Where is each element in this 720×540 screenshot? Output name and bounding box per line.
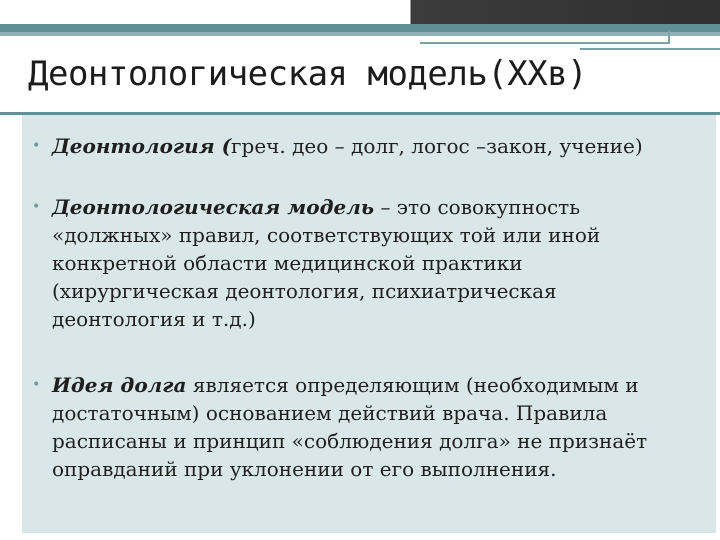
decorative-line-2: [580, 48, 720, 50]
header-dark-band: [0, 0, 720, 24]
bullet-body: – это совокупность «должных» правил, соответствующих той или иной конкретной области медицинской практики (хирургическая деонтология, психиатрическая деонтология и т.д.): [52, 195, 601, 331]
decorative-line: [420, 42, 670, 44]
bullet-text: [52, 193, 682, 333]
bullet-text: [52, 371, 682, 483]
bullet-term: Деонтология (: [52, 134, 232, 158]
bullet-item-2: [22, 193, 682, 333]
bullet-item-3: [22, 371, 682, 483]
header-teal-light-band: [0, 32, 720, 36]
bullet-dot: •: [32, 199, 41, 215]
bullet-body: греч. део – долг, логос –закон, учение): [231, 134, 643, 158]
bullet-dot: •: [32, 377, 41, 393]
bullet-term: Деонтологическая модель: [52, 195, 375, 219]
bullet-dot: •: [32, 138, 41, 154]
bullet-term: Идея долга: [52, 373, 187, 397]
slide-title: Деонтологическая модель(ХХв): [28, 54, 588, 94]
bullet-body: является определяющим (необходимым и достаточным) основанием действий врача. Правила расписаны и принцип «соблюдения долга» не признаёт оправданий при уклонении от его выполнения.: [52, 373, 648, 481]
bullet-item-1: [22, 132, 682, 160]
bullet-text: [52, 132, 682, 160]
header-teal-band: [0, 24, 720, 32]
decorative-tick: [668, 30, 670, 44]
content-panel: [22, 115, 716, 533]
